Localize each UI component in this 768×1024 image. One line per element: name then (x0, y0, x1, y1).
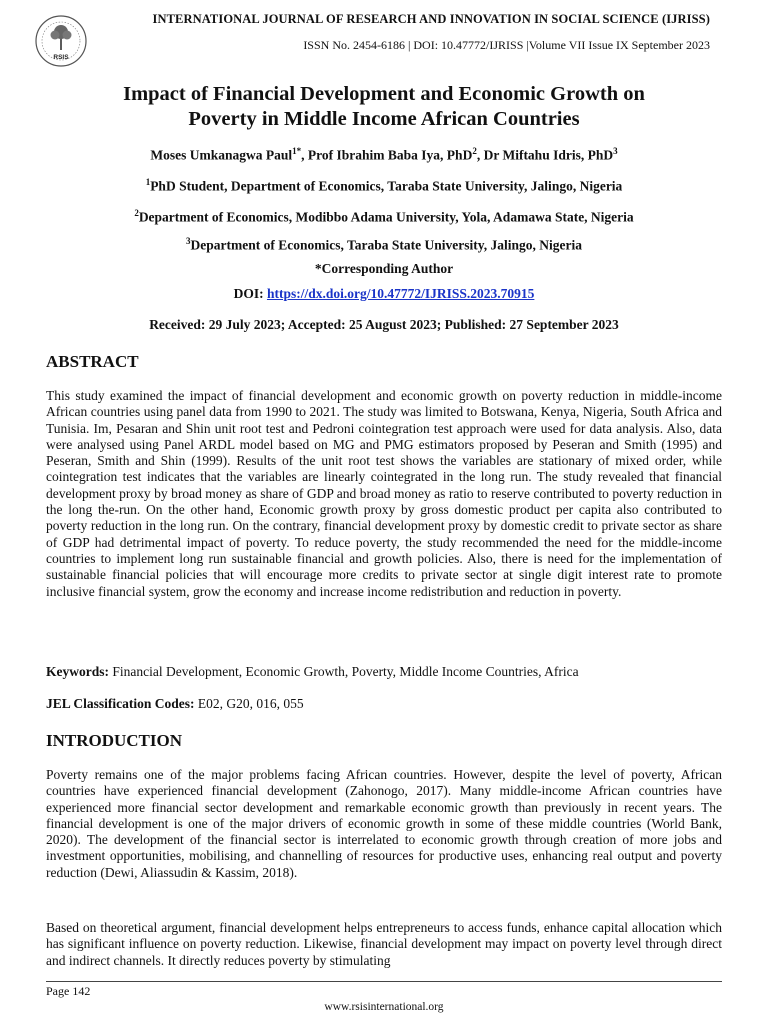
author-name: Prof Ibrahim Baba Iya, PhD (307, 147, 473, 163)
introduction-paragraph-1: Poverty remains one of the major problems facing African countries. However, despite the level of poverty, African countries have experienced financial development (Zahonogo, 2017). Many middle-income African countries have experienced more financial sector development and remarkable economic growth than previously in recent years. The financial development is one of the major drivers of economic growth in some of these middle countries (World Bank, 2020). The development of the financial sector is interrelated to economic growth through creation of more jobs and investment opportunities, mobilising, and channelling of resources for productive uses, enhancing real output and poverty reduction (Dewi, Aliassudin & Kassim, 2018). (46, 767, 722, 880)
author-name: Moses Umkanagwa Paul (150, 147, 293, 163)
journal-header (0, 0, 768, 70)
introduction-paragraph-2: Based on theoretical argument, financial development helps entrepreneurs to access funds, enhance capital allocation which has significant influence on poverty reduction. Likewise, financial development may impact on poverty level through direct and indirect channels. It directly reduces poverty by stimulating (46, 920, 722, 968)
doi-line (40, 286, 728, 302)
abstract-heading: ABSTRACT (46, 352, 139, 371)
jel-text: E02, G20, 016, 055 (194, 696, 304, 711)
page-number: Page 142 (46, 984, 91, 998)
affiliation-1: $^1$PhD Student, Department of Economics, Taraba State University, Jalingo, Nigeria (145, 177, 623, 194)
author-name: Dr Miftahu Idris, PhD (483, 147, 614, 163)
footer-divider (46, 981, 722, 982)
author-sup: 1* (292, 146, 302, 156)
author-sup: 3 (613, 146, 618, 156)
author-list: Moses Umkanagwa Paul$^{1*}$, Prof Ibrahim Baba Iya, PhD$^2$, Dr Miftahu Idris, PhD$^3$ (150, 146, 618, 163)
rsis-logo (34, 14, 88, 68)
journal-name: INTERNATIONAL JOURNAL OF RESEARCH AND INNOVATION IN SOCIAL SCIENCE (IJRISS) (152, 12, 710, 26)
doi-label: DOI: (233, 286, 267, 301)
corresponding-author: *Corresponding Author (314, 261, 454, 276)
issn-line: ISSN No. 2454-6186 | DOI: 10.47772/IJRISS |Volume VII Issue IX September 2023 (303, 38, 710, 52)
introduction-heading: INTRODUCTION (46, 731, 183, 750)
keywords (46, 664, 579, 680)
author-sup: 2 (472, 146, 477, 156)
publication-dates: Received: 29 July 2023; Accepted: 25 August 2023; Published: 27 September 2023 (149, 317, 619, 332)
paper-title (40, 82, 728, 132)
title-line-1: Impact of Financial Development and Economic Growth on (123, 83, 645, 105)
logo-text: RSIS (53, 54, 69, 61)
jel-codes (46, 696, 304, 712)
keywords-label: Keywords: (46, 664, 109, 679)
abstract-text: This study examined the impact of financial development and economic growth on poverty reduction in middle-income African countries using panel data from 1990 to 2021. The study was limited to Botswana, Kenya, Nigeria, South Africa and Tunisia. Im, Pesaran and Shin unit root test and Pedroni cointegration test approach were used for data analysis. Also, data were analysed using Panel ARDL model based on MG and PMG estimators proposed by Peseran and Smith (1995) and Peseran, Smith and Shin (1999). Results of the unit root test shows the variables are stationary of mixed order, while cointegration test indicates that the variables are linearly cointegrated in the long run. The study revealed that financial development proxy by broad money as share of GDP and broad money as ratio to reserve contributed to poverty reduction in the long the-run. On the other hand, Economic growth proxy by gross domestic product per capita also contributed to poverty reduction in the long run. On the contrary, financial development proxy by domestic credit to private sector as share of GDP had detrimental impact of poverty. To reduce poverty, the study recommended the need for the middle-income countries to implement long run sustainable financial and growth policies. Also, there is need for the implementation of sustainable financial policies that will encourage more credits to private sector at single digit interest rate to promote inclusive financial system, grow the economy and increase income redistribution and reduction in poverty. (46, 388, 722, 599)
doi-link[interactable]: https://dx.doi.org/10.47772/IJRISS.2023.70915 (266, 286, 535, 301)
affiliation-2: $^2$Department of Economics, Modibbo Adama University, Yola, Adamawa State, Nigeria (134, 208, 634, 225)
title-line-2: Poverty in Middle Income African Countries (188, 108, 580, 130)
footer-website: www.rsisinternational.org (324, 1001, 444, 1013)
affiliation-3: $^3$Department of Economics, Taraba State University, Jalingo, Nigeria (186, 236, 582, 253)
jel-label: JEL Classification Codes: (46, 696, 195, 711)
keywords-text: Financial Development, Economic Growth, Poverty, Middle Income Countries, Africa (109, 664, 579, 679)
